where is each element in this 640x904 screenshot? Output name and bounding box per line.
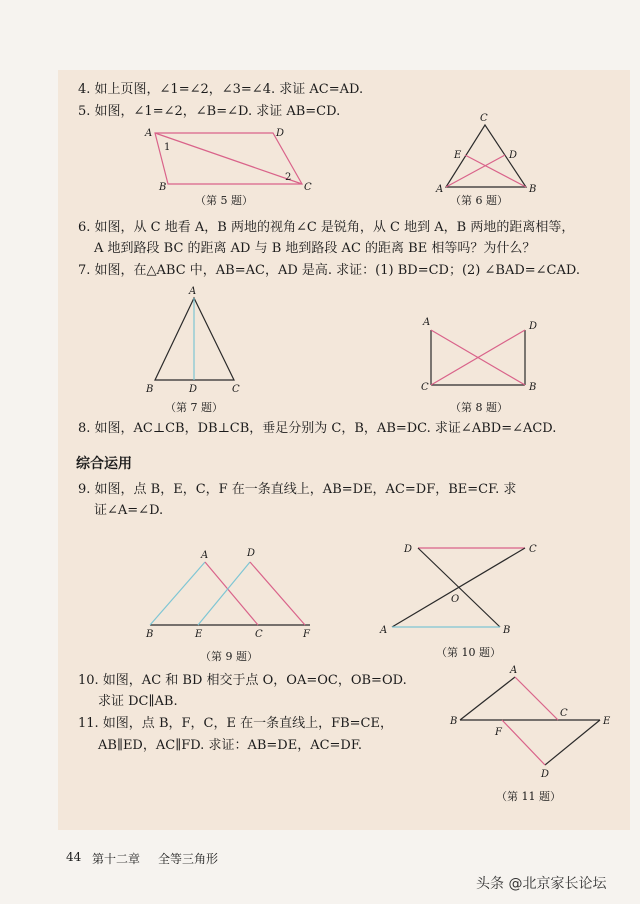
problem-8: 8. 如图，AC⊥CB，DB⊥CB，垂足分别为 C，B，AB=DC. 求证∠ABD=∠ACD. — [78, 421, 557, 436]
svg-text:D: D — [189, 384, 198, 395]
problem-6-line-2: A 地到路段 BC 的距离 AD 与 B 地到路段 AC 的距离 BE 相等吗？为什么？ — [94, 241, 536, 256]
problem-10-line-2: 求证 DC∥AB. — [98, 694, 178, 709]
problem-9-line-2: 证∠A=∠D. — [94, 503, 164, 518]
problem-7: 7. 如图，在△ABC 中，AB=AC，AD 是高. 求证：(1) BD=CD；(2) ∠BAD=∠CAD. — [78, 263, 580, 278]
figure-11-labels — [449, 665, 611, 780]
svg-text:B: B — [159, 182, 167, 193]
watermark: 头条 @北京家长论坛 — [476, 876, 607, 892]
problem-11-line-2: AB∥ED，AC∥FD. 求证：AB=DE，AC=DF. — [98, 738, 362, 753]
figure-9-labels — [145, 548, 311, 640]
svg-text:B: B — [450, 716, 458, 727]
figure-8 — [431, 330, 525, 385]
svg-text:D: D — [404, 544, 413, 555]
svg-text:C: C — [304, 182, 312, 193]
svg-text:A: A — [423, 317, 431, 328]
svg-text:C: C — [560, 708, 568, 719]
svg-text:B: B — [529, 184, 537, 195]
svg-text:B: B — [503, 625, 511, 636]
caption-fig10: （第 10 题） — [436, 646, 501, 659]
problem-4: 4. 如上页图，∠1=∠2，∠3=∠4. 求证 AC=AD. — [78, 82, 364, 97]
problem-6-line-1: 6. 如图，从 C 地看 A，B 两地的视角∠C 是锐角，从 C 地到 A，B 两地的距离相等， — [78, 220, 575, 235]
caption-fig11: （第 11 题） — [496, 790, 561, 803]
figure-11 — [460, 677, 600, 765]
problem-10-line-1: 10. 如图，AC 和 BD 相交于点 O，OA=OC，OB=OD. — [78, 673, 407, 688]
figure-10-labels — [379, 544, 537, 636]
problem-11-line-1: 11. 如图，点 B，F，C，E 在一条直线上，FB=CE， — [78, 716, 393, 731]
svg-text:C: C — [421, 382, 429, 393]
caption-fig5: （第 5 题） — [195, 194, 253, 207]
svg-text:E: E — [195, 629, 203, 640]
svg-text:E: E — [603, 716, 611, 727]
svg-text:D: D — [529, 321, 538, 332]
svg-text:O: O — [451, 594, 460, 605]
chapter-title: 全等三角形 — [158, 852, 219, 866]
svg-text:D: D — [509, 150, 518, 161]
svg-text:C: C — [480, 113, 488, 124]
svg-text:B: B — [146, 384, 154, 395]
section-heading: 综合运用 — [76, 456, 132, 472]
svg-text:F: F — [495, 727, 502, 738]
problem-9-line-1: 9. 如图，点 B，E，C，F 在一条直线上，AB=DE，AC=DF，BE=CF. 求 — [78, 482, 517, 497]
svg-text:A: A — [436, 184, 444, 195]
svg-text:B: B — [146, 629, 154, 640]
svg-text:A: A — [510, 665, 518, 676]
svg-text:E: E — [454, 150, 462, 161]
svg-text:D: D — [247, 548, 256, 559]
svg-text:C: C — [529, 544, 537, 555]
svg-text:2: 2 — [285, 172, 292, 183]
svg-text:1: 1 — [164, 142, 171, 153]
svg-text:D: D — [276, 128, 285, 139]
figure-5 — [155, 133, 302, 184]
caption-fig9: （第 9 题） — [200, 650, 258, 663]
svg-text:A: A — [201, 550, 209, 561]
caption-fig6: （第 6 题） — [450, 194, 508, 207]
svg-text:C: C — [232, 384, 240, 395]
svg-text:A: A — [380, 625, 388, 636]
svg-text:A: A — [189, 286, 197, 297]
svg-text:C: C — [255, 629, 263, 640]
figure-7 — [155, 298, 234, 380]
svg-text:F: F — [303, 629, 310, 640]
svg-text:A: A — [145, 128, 153, 139]
svg-text:B: B — [529, 382, 537, 393]
caption-fig8: （第 8 题） — [450, 401, 508, 414]
chapter-label: 第十二章 — [92, 852, 141, 866]
figure-10 — [392, 548, 525, 627]
page-number: 44 — [66, 850, 82, 864]
problem-5: 5. 如图，∠1=∠2，∠B=∠D. 求证 AB=CD. — [78, 104, 341, 119]
svg-text:D: D — [541, 769, 550, 780]
figure-9 — [150, 562, 310, 625]
caption-fig7: （第 7 题） — [165, 401, 223, 414]
